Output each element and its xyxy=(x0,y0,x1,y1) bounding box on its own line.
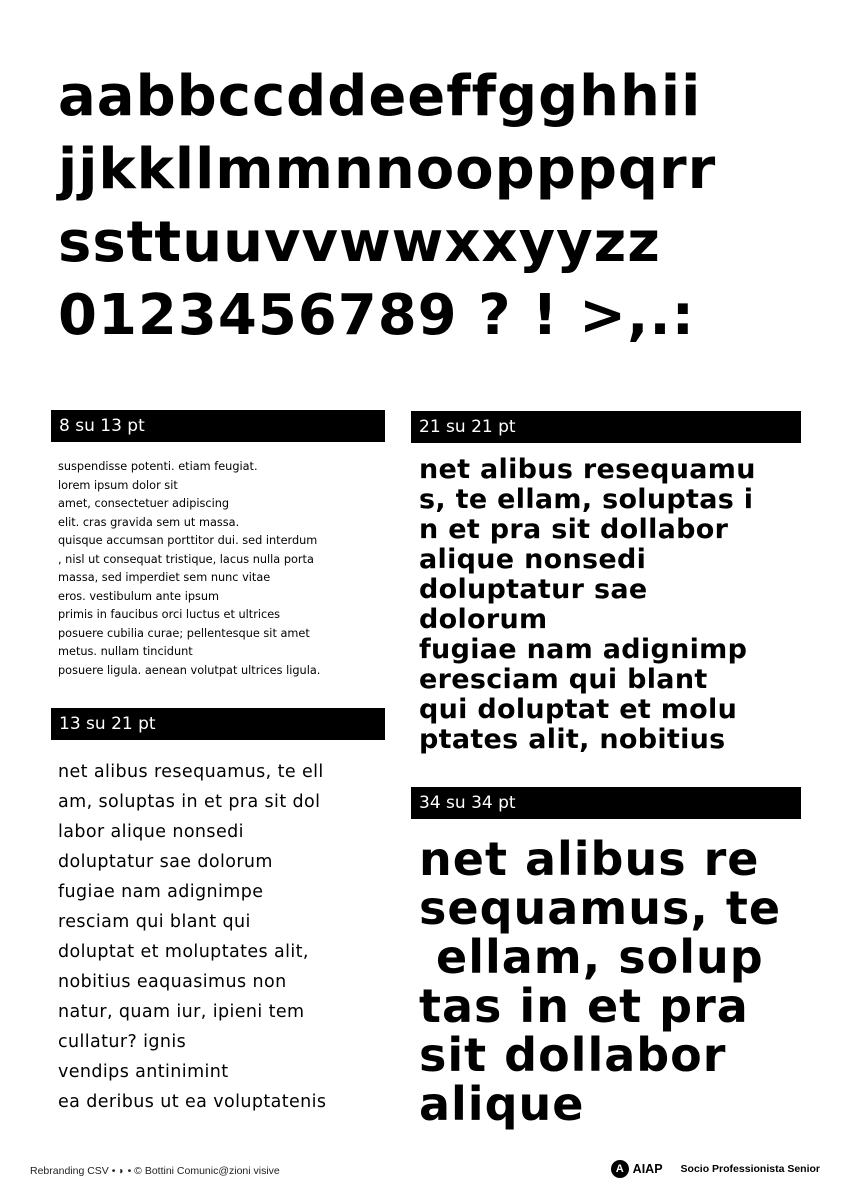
sample-label-13-21: 13 su 21 pt xyxy=(51,708,385,740)
sample-text-34-34 xyxy=(419,832,782,1131)
text-line: primis in faucibus orci luctus et ultrices xyxy=(58,608,281,621)
aiap-mark-icon: A xyxy=(611,1160,629,1178)
text-line: eresciam qui blant xyxy=(419,664,708,695)
sample-text-8-13 xyxy=(58,458,320,680)
text-line: labor alique nonsedi xyxy=(58,822,244,842)
text-line: ea deribus ut ea voluptatenis xyxy=(58,1092,327,1112)
text-line: elit. cras gravida sem ut massa. xyxy=(58,515,240,529)
sample-label-8-13: 8 su 13 pt xyxy=(51,410,385,442)
text-line: cullatur? ignis xyxy=(58,1032,187,1052)
text-line: ellam, solup xyxy=(419,930,764,984)
aiap-logo xyxy=(611,1160,663,1178)
text-line: net alibus re xyxy=(419,832,760,886)
text-line: suspendisse potenti. etiam feugiat. xyxy=(58,460,258,473)
sample-label-34-34: 34 su 34 pt xyxy=(411,787,801,819)
glyph-row-lowercase-s-z: ssttuuvvwwxxyyzz xyxy=(58,210,661,275)
text-line: fugiae nam adignimp xyxy=(419,634,748,665)
text-line: eros. vestibulum ante ipsum xyxy=(58,589,220,603)
text-line: doluptatur sae xyxy=(419,574,648,605)
text-line: sequamus, te xyxy=(419,881,782,935)
text-line: alique xyxy=(419,1077,585,1131)
text-line: posuere ligula. aenean volutpat ultrices ligula. xyxy=(58,663,321,677)
text-line: sit dollabor xyxy=(419,1028,727,1082)
membership-label: Socio Professionista Senior xyxy=(680,1163,820,1175)
text-line: lorem ipsum dolor sit xyxy=(58,478,178,492)
text-line: doluptat et moluptates alit, xyxy=(58,942,309,962)
text-line: s, te ellam, soluptas i xyxy=(419,484,754,515)
text-line: dolorum xyxy=(419,604,548,635)
footer-credit: Rebranding CSV • ◗ • © Bottini Comunic@zioni visive xyxy=(30,1165,280,1177)
text-line: am, soluptas in et pra sit dol xyxy=(58,792,321,812)
sample-text-21-21 xyxy=(419,455,756,755)
text-line: natur, quam iur, ipieni tem xyxy=(58,1002,305,1022)
text-line: doluptatur sae dolorum xyxy=(58,852,273,872)
text-line: tas in et pra xyxy=(419,979,749,1033)
text-line: net alibus resequamus, te ell xyxy=(58,762,324,782)
text-line: quisque accumsan porttitor dui. sed interdum xyxy=(58,534,318,547)
text-line: ptates alit, nobitius xyxy=(419,724,726,755)
sample-label-21-21: 21 su 21 pt xyxy=(411,411,801,443)
glyph-row-numerals-punctuation: 0123456789 ? ! >,.: xyxy=(58,283,696,348)
glyph-specimen xyxy=(58,60,818,352)
text-line: metus. nullam tincidunt xyxy=(58,645,193,658)
text-line: vendips antinimint xyxy=(58,1062,229,1082)
text-line: alique nonsedi xyxy=(419,544,647,575)
text-line: massa, sed imperdiet sem nunc vitae xyxy=(58,571,271,584)
text-line: amet, consectetuer adipiscing xyxy=(58,497,230,510)
text-line: posuere cubilia curae; pellentesque sit amet xyxy=(58,626,310,640)
text-line: net alibus resequamu xyxy=(419,454,756,485)
text-line: , nisl ut consequat tristique, lacus nulla porta xyxy=(58,552,314,566)
glyph-row-lowercase-a-i: aabbccddeeffgghhii xyxy=(58,64,702,129)
text-line: qui doluptat et molu xyxy=(419,694,738,725)
text-line: nobitius eaquasimus non xyxy=(58,972,287,992)
footer-membership xyxy=(611,1160,820,1178)
glyph-row-lowercase-j-r: jjkkllmmnnoopppqrr xyxy=(58,137,717,202)
text-line: resciam qui blant qui xyxy=(58,912,251,932)
text-line: fugiae nam adignimpe xyxy=(58,882,264,902)
aiap-label: AIAP xyxy=(632,1162,663,1176)
text-line: n et pra sit dollabor xyxy=(419,514,729,545)
sample-text-13-21 xyxy=(58,757,326,1117)
